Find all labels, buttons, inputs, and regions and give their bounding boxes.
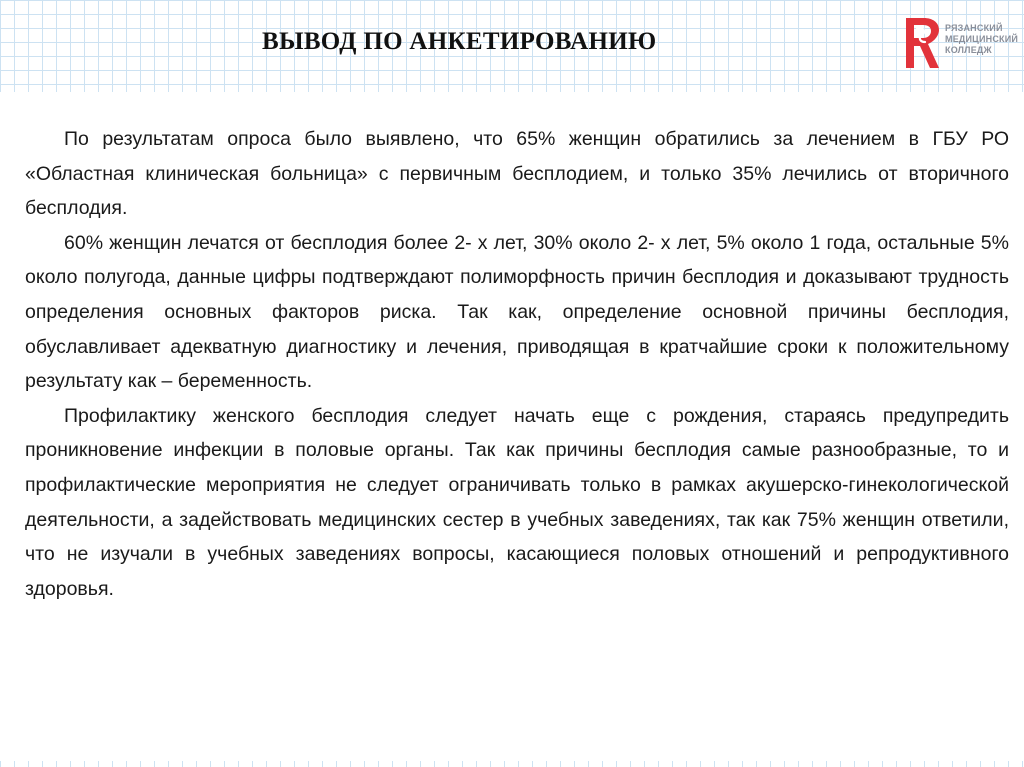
college-logo bbox=[902, 14, 1019, 72]
logo-line-2: МЕДИЦИНСКИЙ bbox=[945, 34, 1019, 44]
conclusion-body bbox=[25, 122, 1009, 606]
slide-title: ВЫВОД ПО АНКЕТИРОВАНИЮ bbox=[262, 28, 657, 55]
logo-line-1: РЯЗАНСКИЙ bbox=[945, 23, 1003, 33]
paragraph-2: 60% женщин лечатся от бесплодия более 2- х лет, 30% около 2- х лет, 5% около 1 года, остальные 5% около полугода, данные цифры подтверждают полиморфность причин бесплодия и доказывают трудность определения основных факторов риска. Так как, определение основной причины бесплодия, обуславливает адекватную диагностику и лечения, приводящая в кратчайшие сроки к положительному результату как – беременность. bbox=[25, 231, 1009, 393]
footer-grid-background bbox=[0, 761, 1024, 767]
logo-line-3: КОЛЛЕДЖ bbox=[945, 45, 992, 55]
paragraph-3: Профилактику женского бесплодия следует начать еще с рождения, стараясь предупредить проникновение инфекции в половые органы. Так как причины бесплодия самые разнообразные, то и профилактические мероприятия не следует ограничивать только в рамках акушерско-гинекологической деятельности, а задействовать медицинских сестер в учебных заведениях, так как 75% женщин ответили, что не изучали в учебных заведениях вопросы, касающиеся половых отношений и репродуктивного здоровья. bbox=[25, 404, 1009, 600]
paragraph-1: По результатам опроса было выявлено, что 65% женщин обратились за лечением в ГБУ РО «Областная клиническая больница» с первичным бесплодием, и только 35% лечились от вторичного бесплодия. bbox=[25, 128, 1009, 220]
medical-caduceus-r-logo-icon bbox=[902, 14, 946, 72]
logo-text bbox=[945, 23, 1018, 56]
